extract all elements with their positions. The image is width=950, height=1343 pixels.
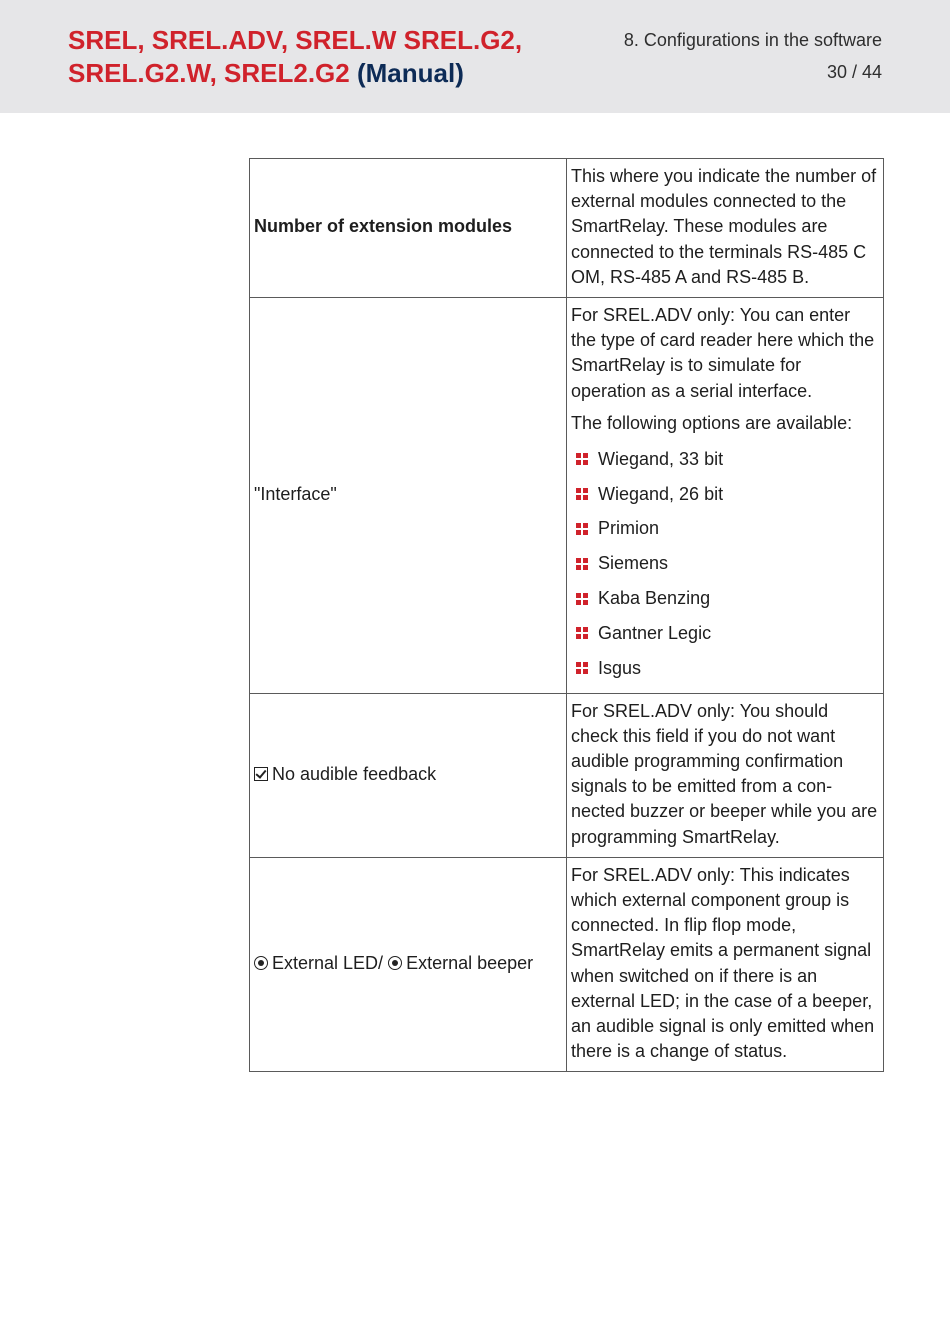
option-label: Kaba Benzing (598, 588, 711, 609)
red-square-bullet-icon (576, 453, 588, 465)
option-label: Wiegand, 26 bit (598, 483, 724, 504)
setting-label-beeper: External beeper (406, 953, 534, 974)
interface-options-list (571, 442, 879, 686)
option-label: Primion (598, 518, 660, 539)
setting-description: For SREL.ADV only: You can enter the type of card reader here which the SmartRelay is to simulate for operation as a serial interface. (571, 305, 875, 401)
list-item (571, 512, 879, 547)
settings-table (249, 158, 884, 1072)
table-row (250, 857, 884, 1072)
red-square-bullet-icon (576, 627, 588, 639)
title-models: SREL.G2.W, SREL2.G2 (68, 58, 350, 88)
setting-description: For SREL.ADV only: You should check this field if you do not want audible programming confirmation signals to be emitted from a connected buzzer or beeper while you are programming SmartRelay. (571, 700, 878, 847)
checkbox-checked-icon (254, 767, 268, 781)
setting-description: For SREL.ADV only: This indicates which external component group is connected. In flip flop mode, SmartRelay emits a permanent signal when switched on if there is an external LED; in the case of a beeper, an audible signal is only emitted when there is a change of status. (571, 864, 875, 1062)
table-row (250, 298, 884, 694)
title-manual-suffix: (Manual) (356, 58, 464, 88)
setting-label-cell (250, 159, 567, 298)
option-label: Isgus (598, 657, 642, 678)
red-square-bullet-icon (576, 523, 588, 535)
radio-selected-icon (254, 956, 268, 970)
list-item (571, 616, 879, 651)
setting-label: "Interface" (254, 483, 337, 504)
table-row (250, 159, 884, 298)
option-label: Wiegand, 33 bit (598, 448, 724, 469)
title-line-2 (68, 57, 588, 90)
setting-description-cell (567, 159, 884, 298)
setting-description: This where you indicate the number of external modules connected to the SmartRelay. These modules are connected to the terminals RS-485 C OM, RS-485 A and RS-485 B. (571, 166, 877, 287)
red-square-bullet-icon (576, 558, 588, 570)
red-square-bullet-icon (576, 662, 588, 674)
options-intro: The following options are available: (571, 412, 853, 433)
page-header (0, 0, 950, 113)
list-item (571, 442, 879, 477)
setting-label-cell (250, 298, 567, 694)
radio-selected-icon (388, 956, 402, 970)
page-number: 30 / 44 (826, 62, 882, 82)
setting-description-cell (567, 857, 884, 1072)
table-row (250, 693, 884, 857)
option-label: Siemens (598, 553, 669, 574)
list-item (571, 651, 879, 686)
red-square-bullet-icon (576, 488, 588, 500)
title-line-1: SREL, SREL.ADV, SREL.W SREL.G2, (68, 25, 523, 55)
option-label: Gantner Legic (598, 622, 712, 643)
list-item (571, 546, 879, 581)
red-square-bullet-icon (576, 593, 588, 605)
list-item (571, 581, 879, 616)
setting-description-cell (567, 298, 884, 694)
setting-label-led: External LED/ (272, 953, 384, 974)
section-name: 8. Configurations in the software (623, 30, 882, 50)
setting-label-cell (250, 693, 567, 857)
setting-label: No audible feedback (272, 763, 437, 784)
setting-description-cell (567, 693, 884, 857)
setting-label-cell (250, 857, 567, 1072)
setting-label: Number of extension modules (254, 216, 513, 237)
list-item (571, 477, 879, 512)
document-title (68, 24, 588, 90)
